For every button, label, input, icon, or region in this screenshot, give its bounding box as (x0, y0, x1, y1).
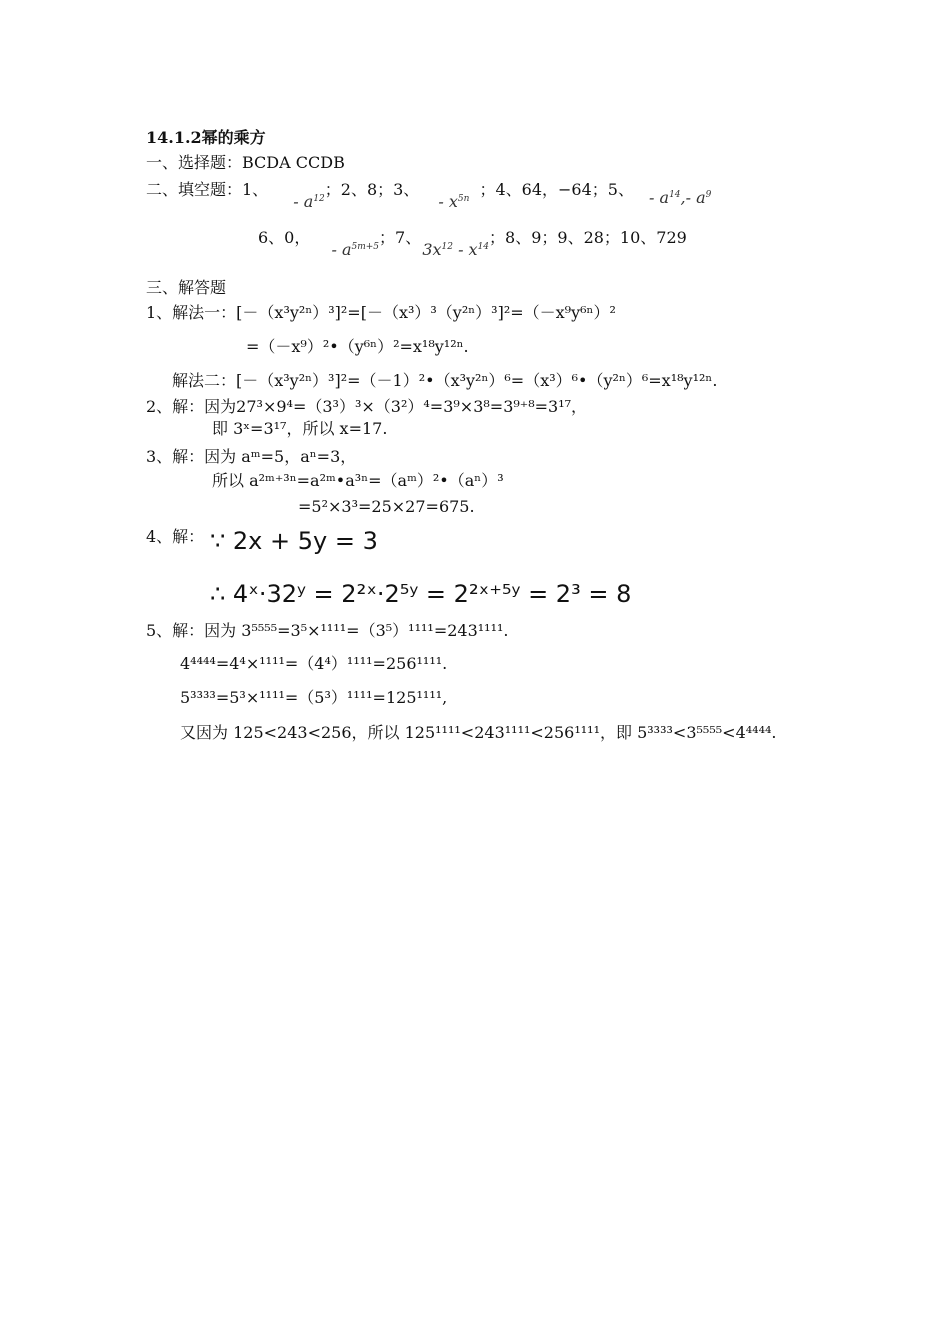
section-fill-blank-line1 (146, 180, 712, 211)
q5-line3: 5³³³³=5³×¹¹¹¹=（5³）¹¹¹¹=125¹¹¹¹, (180, 688, 448, 707)
fill-blank-text-8: ；8、9；9、28；10、729 (489, 228, 687, 247)
page-title: 14.1.2幂的乘方 (146, 128, 266, 147)
q4-given: ∵ 2x + 5y = 3 (210, 527, 378, 555)
answer-5: - $a^{14},-$ $a^9$ (649, 188, 712, 207)
answer-6: - $a^{5m+5}$ (331, 240, 380, 259)
q3-line2: 所以 a²ᵐ⁺³ⁿ=a²ᵐ•a³ⁿ=（aᵐ）²•（aⁿ）³ (212, 471, 504, 490)
section-solutions-heading: 三、解答题 (146, 278, 227, 297)
q1-method2: 解法二：[－（x³y²ⁿ）³]²=（－1）²•（x³y²ⁿ）⁶=（x³）⁶•（y²ⁿ）⁶=x¹⁸y¹²ⁿ. (172, 371, 718, 390)
q3-line3: =5²×3³=25×27=675. (298, 497, 475, 516)
q2-line1: 2、解：因为27³×9⁴=（3³）³×（3²）⁴=3⁹×3⁸=3⁹⁺⁸=3¹⁷， (146, 397, 588, 416)
fill-blank-text-7: ；7、 (379, 228, 422, 247)
section-fill-blank-line2 (258, 228, 687, 259)
q5-line1: 5、解：因为 3⁵⁵⁵⁵=3⁵×¹¹¹¹=（3⁵）¹¹¹¹=243¹¹¹¹. (146, 621, 509, 640)
fill-blank-text-6: 6、0， (258, 228, 311, 247)
q5-line4: 又因为 125<243<256，所以 125¹¹¹¹<243¹¹¹¹<256¹¹¹¹，即 5³³³³<3⁵⁵⁵⁵<4⁴⁴⁴⁴. (180, 723, 777, 742)
answer-7: $3x^{12} - x^{14}$ (422, 240, 490, 259)
section-multiple-choice: 一、选择题：BCDA CCDB (146, 153, 345, 172)
fill-blank-text-4: ；4、64，−64；5、 (479, 180, 634, 199)
q4-label: 4、解： (146, 527, 205, 546)
q2-line2: 即 3ˣ=3¹⁷，所以 x=17. (212, 419, 388, 438)
fill-blank-label: 二、填空题：1、 (146, 180, 269, 199)
q5-line2: 4⁴⁴⁴⁴=4⁴×¹¹¹¹=（4⁴）¹¹¹¹=256¹¹¹¹. (180, 654, 448, 673)
answer-3: - $x^{5n}$ (438, 192, 470, 211)
q1-method1-line1: 1、解法一：[－（x³y²ⁿ）³]²=[－（x³）³（y²ⁿ）³]²=（－x⁹y⁶ⁿ）² (146, 303, 616, 322)
answer-1: - $a^{12}$ (293, 192, 325, 211)
q4-therefore: ∴ 4ˣ·32ʸ = 2²ˣ·2⁵ʸ = 2²ˣ⁺⁵ʸ = 2³ = 8 (210, 580, 632, 608)
fill-blank-text-2: ；2、8；3、 (324, 180, 420, 199)
q1-method1-line2: =（－x⁹）²•（y⁶ⁿ）²=x¹⁸y¹²ⁿ. (246, 337, 469, 356)
q3-line1: 3、解：因为 aᵐ=5，aⁿ=3， (146, 447, 357, 466)
